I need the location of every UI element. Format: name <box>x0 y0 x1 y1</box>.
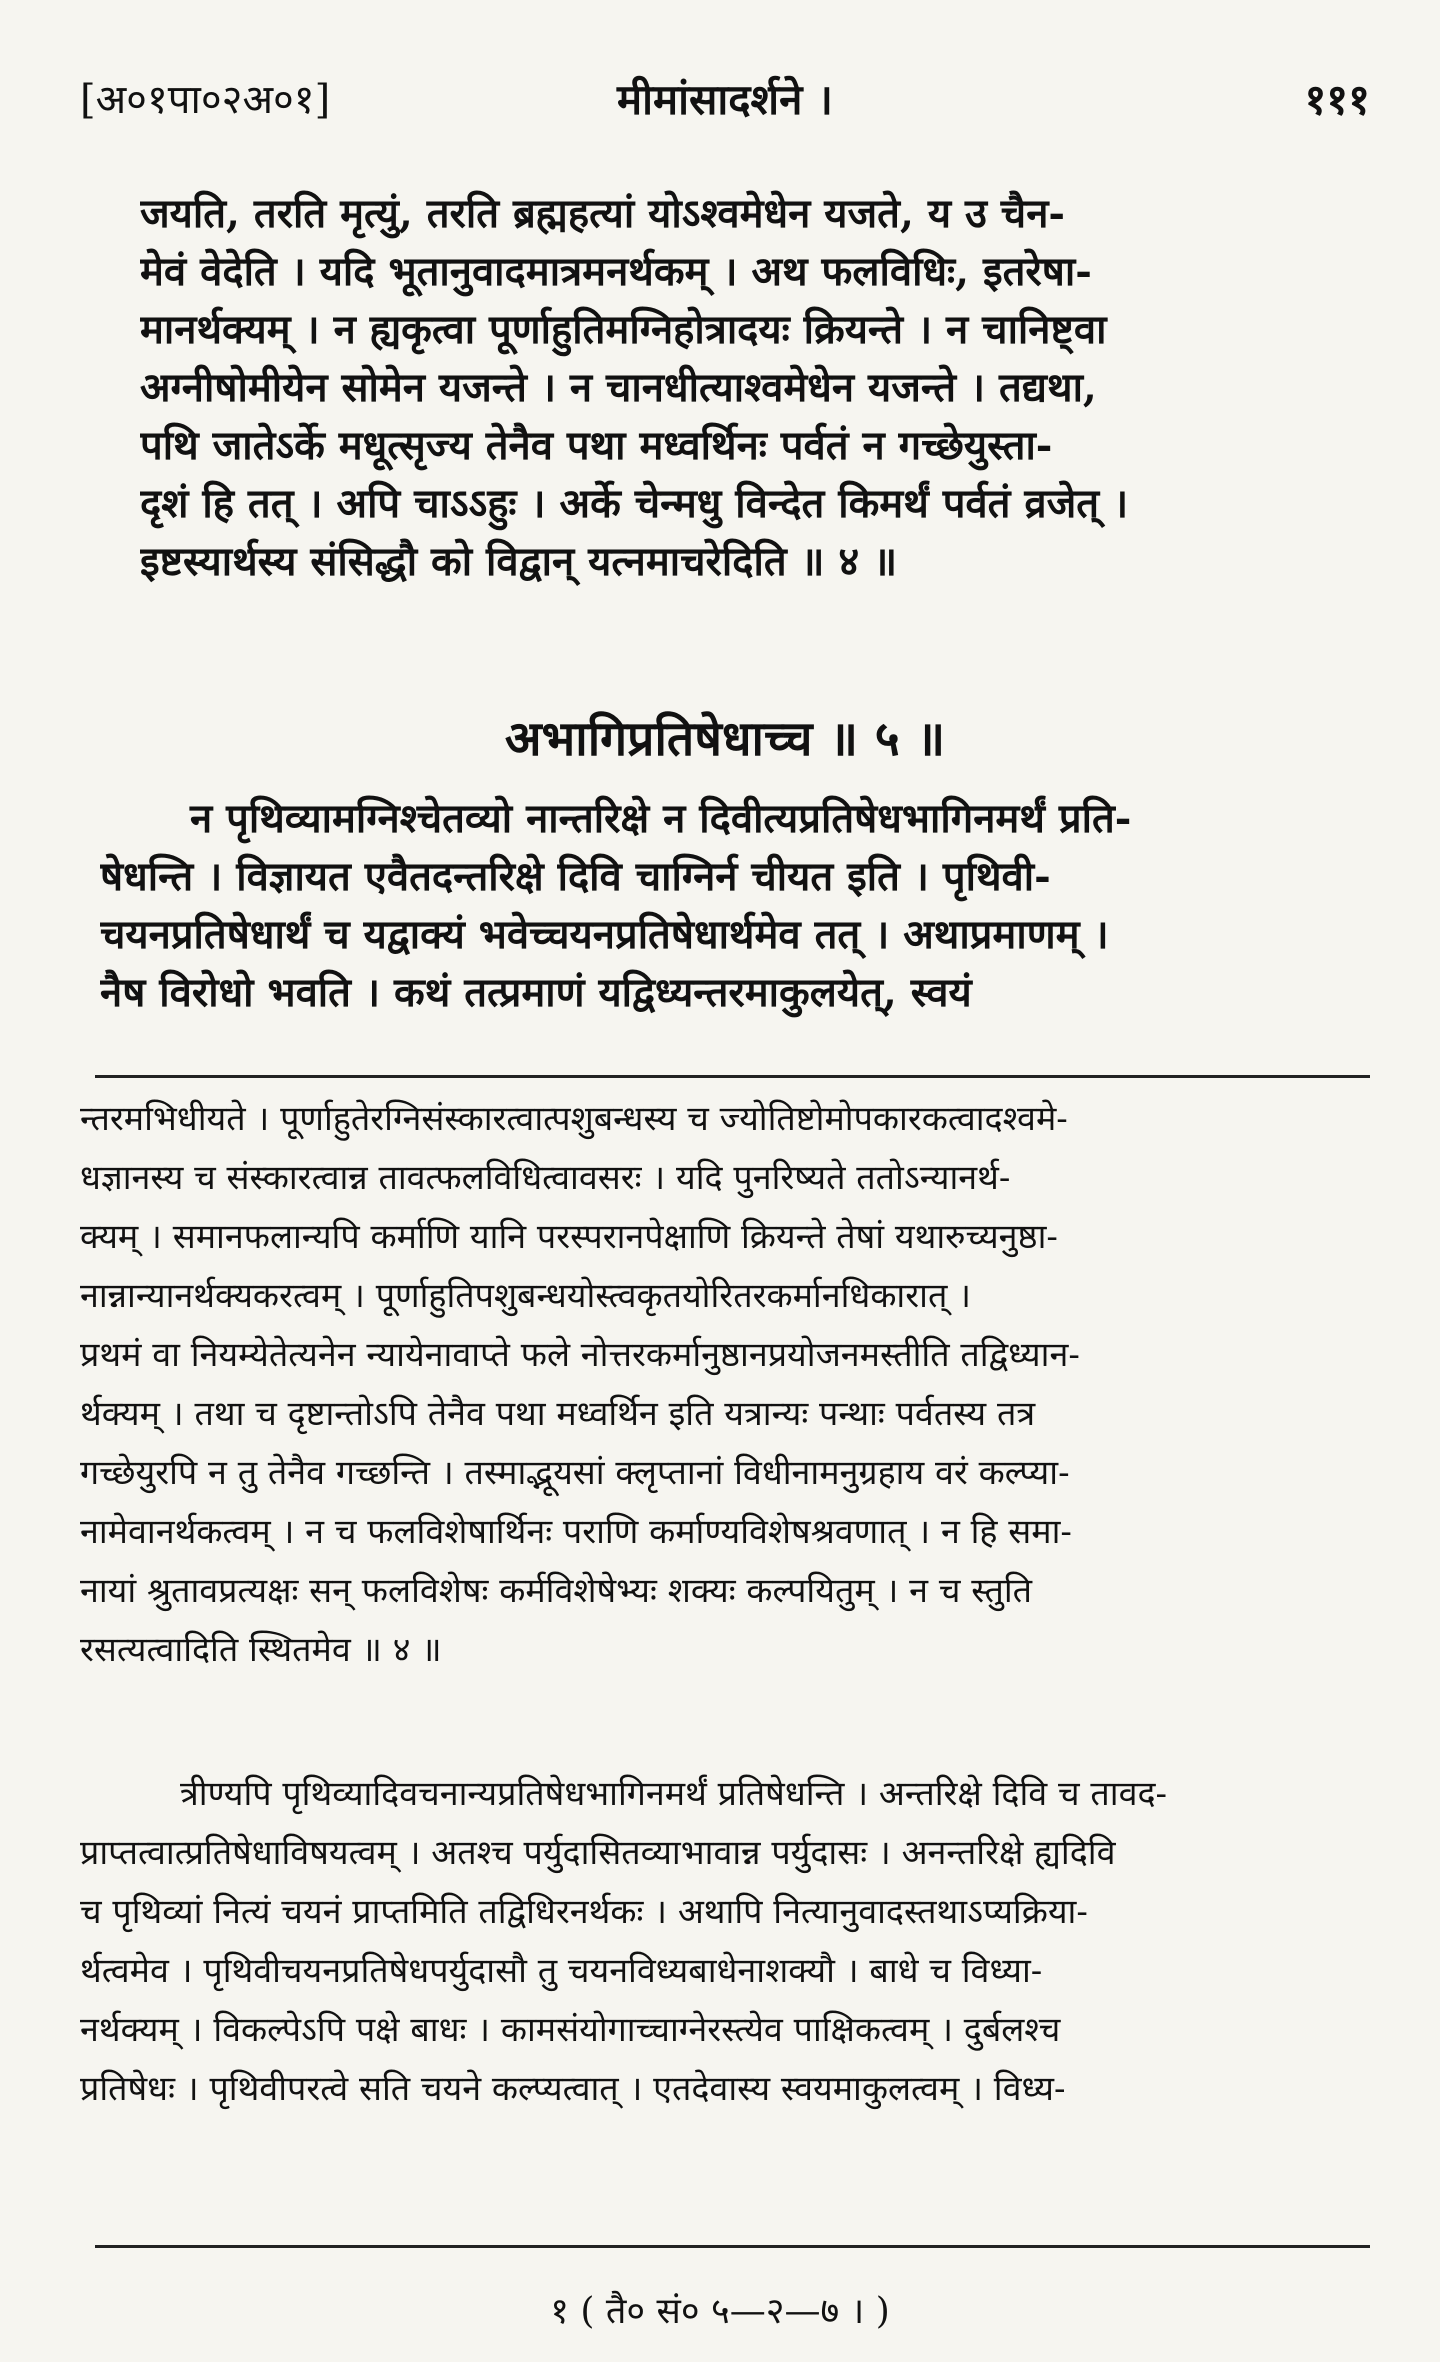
commentary-line: न्तरमभिधीयते । पूर्णाहुतेरग्निसंस्कारत्वात्पशुबन्धस्य च ज्योतिष्टोमोपकारकत्वादश्वमे- <box>80 1099 1068 1139</box>
commentary-line: र्थत्वमेव । पृथिवीचयनप्रतिषेधपर्युदासौ तु चयनविध्यबाधेनाशक्यौ । बाधे च विध्या- <box>80 1951 1043 1991</box>
main-text-line: मानर्थक्यम् । न ह्यकृत्वा पूर्णाहुतिमग्निहोत्रादयः क्रियन्ते । न चानिष्ट्वा <box>140 306 1107 353</box>
commentary-line: च पृथिव्यां नित्यं चयनं प्राप्तमिति तद्विधिरनर्थकः । अथापि नित्यानुवादस्तथाऽप्यक्रिया- <box>80 1892 1088 1932</box>
commentary-line: प्राप्तत्वात्प्रतिषेधाविषयत्वम् । अतश्च पर्युदासितव्याभावान्न पर्युदासः । अनन्तरिक्षे ह्यदिवि <box>80 1833 1116 1873</box>
main-text-block <box>140 185 1370 591</box>
main-text-line: दृशं हि तत् । अपि चाऽऽहुः । अर्के चेन्मधु विन्देत किमर्थं पर्वतं व्रजेत् । <box>140 480 1129 527</box>
main-text-line: इष्टस्यार्थस्य संसिद्धौ को विद्वान् यत्नमाचरेदिति ॥ ४ ॥ <box>140 538 898 585</box>
commentary-line: नायां श्रुतावप्रत्यक्षः सन् फलविशेषः कर्मविशेषेभ्यः शक्यः कल्पयितुम् । न च स्तुति <box>80 1571 1033 1611</box>
commentary-line: क्यम् । समानफलान्यपि कर्माणि यानि परस्परानपेक्षाणि क्रियन्ते तेषां यथारुच्यनुष्ठा- <box>80 1217 1058 1257</box>
commentary-line: रसत्यत्वादिति स्थितमेव ॥ ४ ॥ <box>80 1630 442 1670</box>
page-number: १११ <box>1304 75 1370 124</box>
commentary-block-1 <box>80 1090 1370 1680</box>
footer-rule <box>95 2245 1370 2248</box>
main-text-line: नैष विरोधो भवति । कथं तत्प्रमाणं यद्विध्यन्तरमाकुलयेत्, स्वयं <box>100 969 972 1016</box>
main-text-line: अग्नीषोमीयेन सोमेन यजन्ते । न चानधीत्याश्वमेधेन यजन्ते । तद्यथा, <box>140 364 1097 411</box>
commentary-line: प्रथमं वा नियम्येतेत्यनेन न्यायेनावाप्ते फले नोत्तरकर्मानुष्ठानप्रयोजनमस्तीति तद्विध्यान- <box>80 1335 1080 1375</box>
running-title: मीमांसादर्शने । <box>617 75 833 124</box>
commentary-line: र्थक्यम् । तथा च दृष्टान्तोऽपि तेनैव पथा मध्वर्थिन इति यत्रान्यः पन्थाः पर्वतस्य तत्र <box>80 1394 1036 1434</box>
page-header <box>80 70 1370 130</box>
sutra-heading: अभागिप्रतिषेधाच्च ॥ ५ ॥ <box>504 711 946 767</box>
main-text-line: न पृथिव्यामग्निश्चेतव्यो नान्तरिक्षे न दिवीत्यप्रतिषेधभागिनमर्थं प्रति- <box>190 795 1132 842</box>
chapter-reference: [अ०१पा०२अ०१] <box>80 77 331 123</box>
commentary-line: प्रतिषेधः । पृथिवीपरत्वे सति चयने कल्प्यत्वात् । एतदेवास्य स्वयमाकुलत्वम् । विध्य- <box>80 2069 1066 2109</box>
footnote: १ ( तै० सं० ५—२—७ । ) <box>550 2291 890 2332</box>
main-text-line: मेवं वेदेति । यदि भूतानुवादमात्रमनर्थकम् । अथ फलविधिः, इतरेषा- <box>140 248 1092 295</box>
commentary-line: गच्छेयुरपि न तु तेनैव गच्छन्ति । तस्माद्भूयसां क्लृप्तानां विधीनामनुग्रहाय वरं कल्प्या- <box>80 1453 1070 1493</box>
commentary-line: नान्नान्यानर्थक्यकरत्वम् । पूर्णाहुतिपशुबन्धयोस्त्वकृतयोरितरकर्मानधिकारात् । <box>80 1276 972 1316</box>
commentary-block-2 <box>80 1765 1370 2119</box>
commentary-line: नर्थक्यम् । विकल्पेऽपि पक्षे बाधः । कामसंयोगाच्चाग्नेरस्त्येव पाक्षिकत्वम् । दुर्बलश्च <box>80 2010 1061 2050</box>
divider-rule <box>95 1075 1370 1078</box>
commentary-line: धज्ञानस्य च संस्कारत्वान्न तावत्फलविधित्वावसरः । यदि पुनरिष्यते ततोऽन्यानर्थ- <box>80 1158 1011 1198</box>
main-text-line: जयति, तरति मृत्युं, तरति ब्रह्महत्यां योऽश्वमेधेन यजते, य उ चैन- <box>140 190 1065 237</box>
main-text-line: चयनप्रतिषेधार्थं च यद्वाक्यं भवेच्चयनप्रतिषेधार्थमेव तत् । अथाप्रमाणम् । <box>100 911 1109 958</box>
main-text-block-2 <box>100 790 1370 1022</box>
main-text-line: षेधन्ति । विज्ञायत एवैतदन्तरिक्षे दिवि चाग्निर्न चीयत इति । पृथिवी- <box>100 853 1051 900</box>
main-text-line: पथि जातेऽर्के मधूत्सृज्य तेनैव पथा मध्वर्थिनः पर्वतं न गच्छेयुस्ता- <box>140 422 1053 469</box>
commentary-line: त्रीण्यपि पृथिव्यादिवचनान्यप्रतिषेधभागिनमर्थं प्रतिषेधन्ति । अन्तरिक्षे दिवि च तावद- <box>180 1774 1168 1814</box>
commentary-line: नामेवानर्थकत्वम् । न च फलविशेषार्थिनः पराणि कर्माण्यविशेषश्रवणात् । न हि समा- <box>80 1512 1072 1552</box>
